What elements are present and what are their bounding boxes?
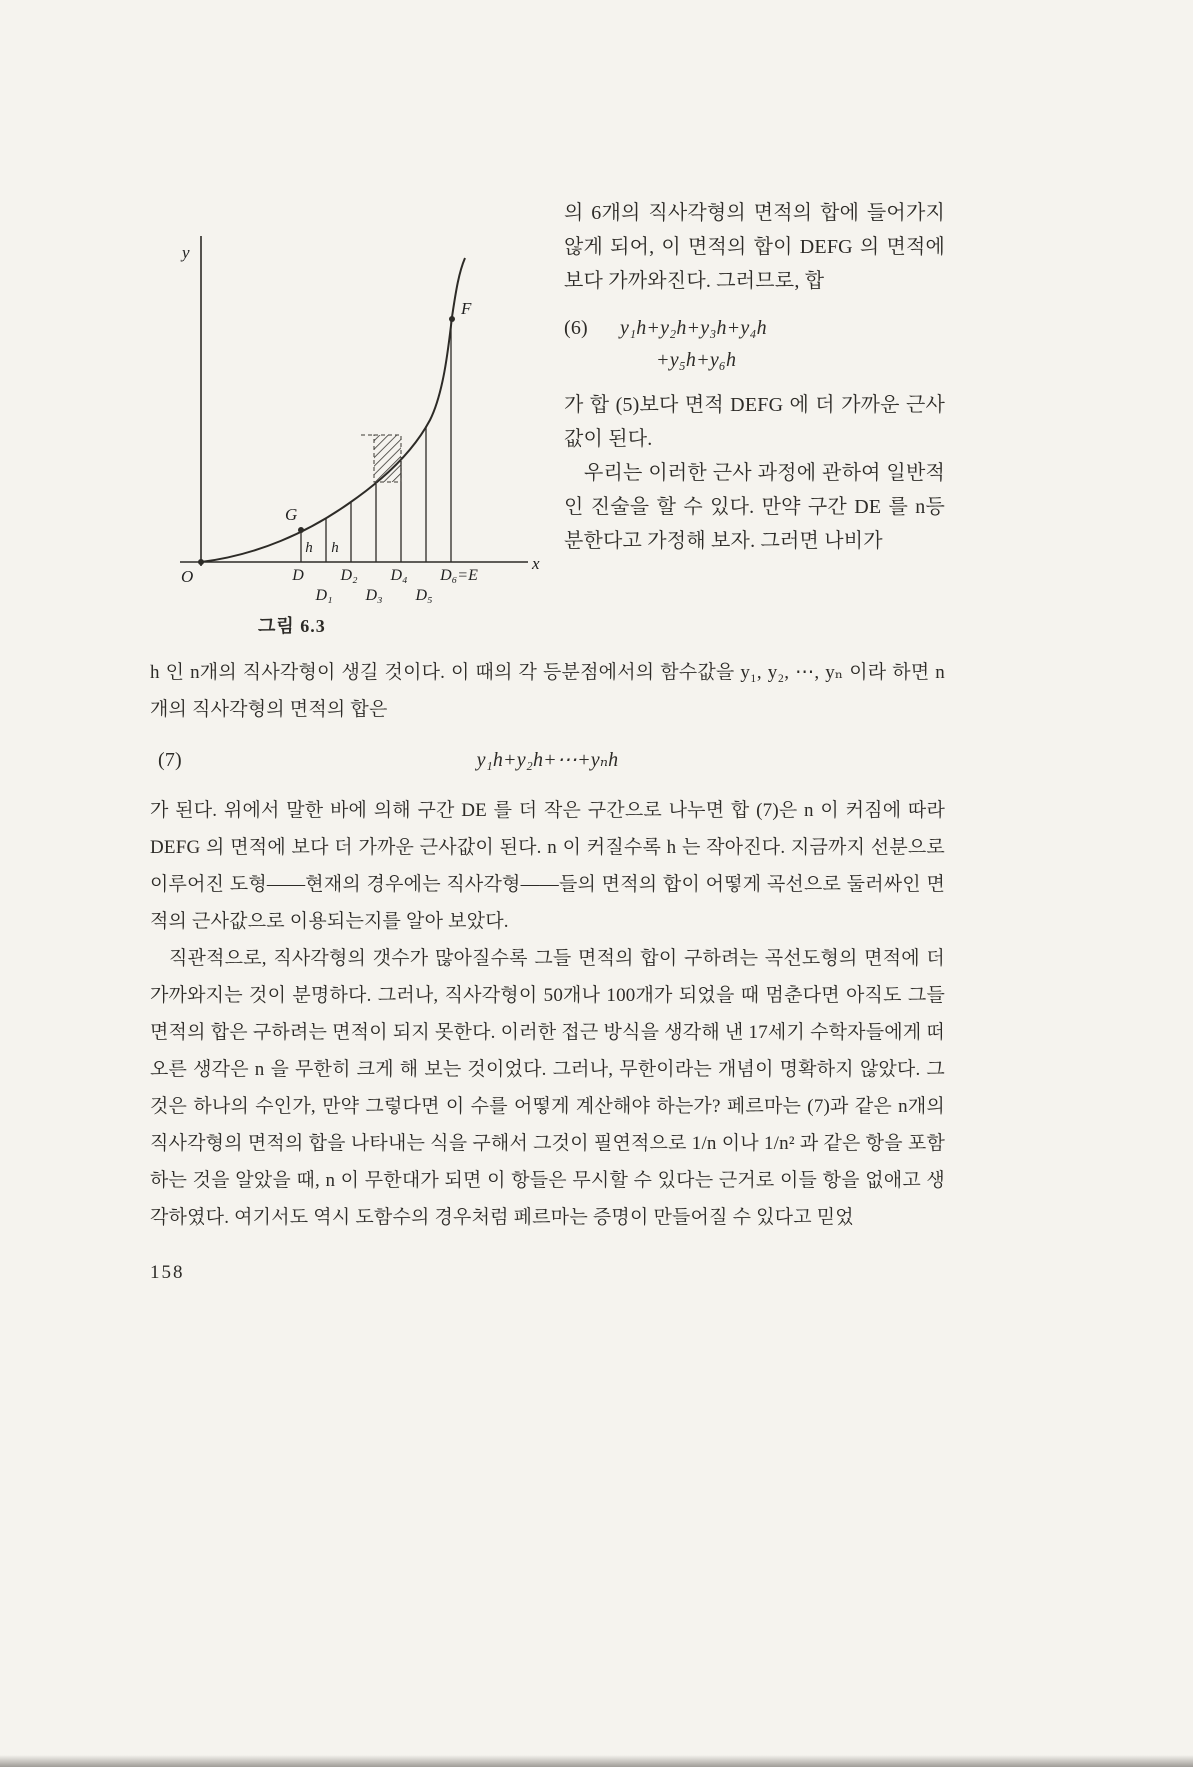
F-point bbox=[449, 316, 455, 322]
D3-label: D₃ bbox=[365, 587, 383, 604]
equation-7-formula: y₁h+y₂h+⋯+yₙh bbox=[476, 749, 619, 771]
page-number: 158 bbox=[150, 1262, 185, 1283]
equation-7-label: (7) bbox=[158, 749, 182, 771]
G-point bbox=[298, 527, 304, 533]
column-paragraph-1: 의 6개의 직사각형의 면적의 합에 들어가지 않게 되어, 이 면적의 합이 DEFG 의 면적에 보다 가까와진다. 그러므로, 합 bbox=[564, 202, 945, 292]
right-text-column bbox=[558, 196, 945, 638]
equation-6-line-1: y₁h+y₂h+y₃h+y₄h bbox=[620, 317, 767, 339]
D2-label: D₂ bbox=[340, 567, 358, 584]
F-label: F bbox=[461, 299, 472, 318]
body-paragraph-3: 직관적으로, 직사각형의 갯수가 많아질수록 그들 면적의 합이 구하려는 곡선도형의 면적에 더 가까와지는 것이 분명하다. 그러나, 직사각형이 50개나 100개가 되었을 때 멈춘다면 아직도 그들 면적의 합은 구하려는 면적이 되지 못한다. 이러한 접근 방식을 생각해 낸 17세기 수학자들에게 떠오른 생각은 n 을 무한히 크게 해 보는 것이었다. 그러나, 무한이라는 개념이 명확하지 않았다. 그것은 하나의 수인가, 만약 그렇다면 이 수를 어떻게 계산해야 하는가? 페르마는 (7)과 같은 n개의 직사각형의 면적의 합을 나타내는 식을 구해서 그것이 필연적으로 1/n 이나 1/n² 과 같은 항을 포함하는 것을 알았을 때, n 이 무한대가 되면 이 항들은 무시할 수 있다는 근거로 이들 항을 없애고 생각하였다. 여기서도 역시 도함수의 경우처럼 페르마는 증명이 만들어질 수 있다고 믿었 bbox=[150, 948, 945, 1228]
equation-7 bbox=[150, 743, 945, 777]
body-text bbox=[150, 654, 945, 1236]
column-paragraph-2: 가 합 (5)보다 면적 DEFG 에 더 가까운 근사값이 된다. bbox=[564, 394, 945, 450]
origin-point bbox=[198, 559, 204, 565]
x-axis-label: x bbox=[532, 554, 540, 573]
equation-6-lines bbox=[620, 312, 767, 376]
scan-bottom-edge bbox=[0, 1755, 1193, 1767]
h-label-left: h bbox=[305, 540, 313, 556]
body-paragraph-1: h 인 n개의 직사각형이 생길 것이다. 이 때의 각 등분점에서의 함수값을 y₁, y₂, ⋯, yₙ 이라 하면 n개의 직사각형의 면적의 합은 bbox=[150, 662, 945, 720]
figure-caption: 그림 6.3 bbox=[258, 616, 326, 636]
origin-label: O bbox=[181, 567, 194, 586]
G-label: G bbox=[285, 505, 298, 524]
hatched-rect bbox=[374, 435, 401, 482]
column-paragraph-3: 우리는 이러한 근사 과정에 관하여 일반적인 진술을 할 수 있다. 만약 구간 DE 를 n등분한다고 가정해 보자. 그러면 나비가 bbox=[564, 462, 945, 552]
D4-label: D₄ bbox=[390, 567, 408, 584]
area-under-curve-figure bbox=[168, 222, 568, 604]
equation-6-line-2: +y₅h+y₆h bbox=[656, 349, 737, 371]
body-paragraph-2: 가 된다. 위에서 말한 바에 의해 구간 DE 를 더 작은 구간으로 나누면 합 (7)은 n 이 커짐에 따라 DEFG 의 면적에 보다 더 가까운 근사값이 된다. n 이 커질수록 h 는 작아진다. 지금까지 선분으로 이루어진 도형——현재의 경우에는 직사각형——들의 면적의 합이 어떻게 곡선으로 둘러싸인 면적의 근사값으로 이용되는지를 알아 보았다. bbox=[150, 800, 945, 932]
y-axis-label: y bbox=[182, 243, 190, 262]
equation-6-label: (6) bbox=[564, 317, 588, 339]
D1-label: D₁ bbox=[315, 587, 333, 604]
equation-6 bbox=[564, 312, 945, 376]
D5-label: D₅ bbox=[415, 587, 433, 604]
top-section bbox=[150, 196, 945, 638]
h-label-right: h bbox=[331, 540, 339, 556]
D-label: D bbox=[292, 567, 304, 584]
figure-column bbox=[150, 196, 558, 638]
page-content bbox=[150, 196, 945, 1284]
D6E-label: D₆=E bbox=[440, 567, 478, 584]
